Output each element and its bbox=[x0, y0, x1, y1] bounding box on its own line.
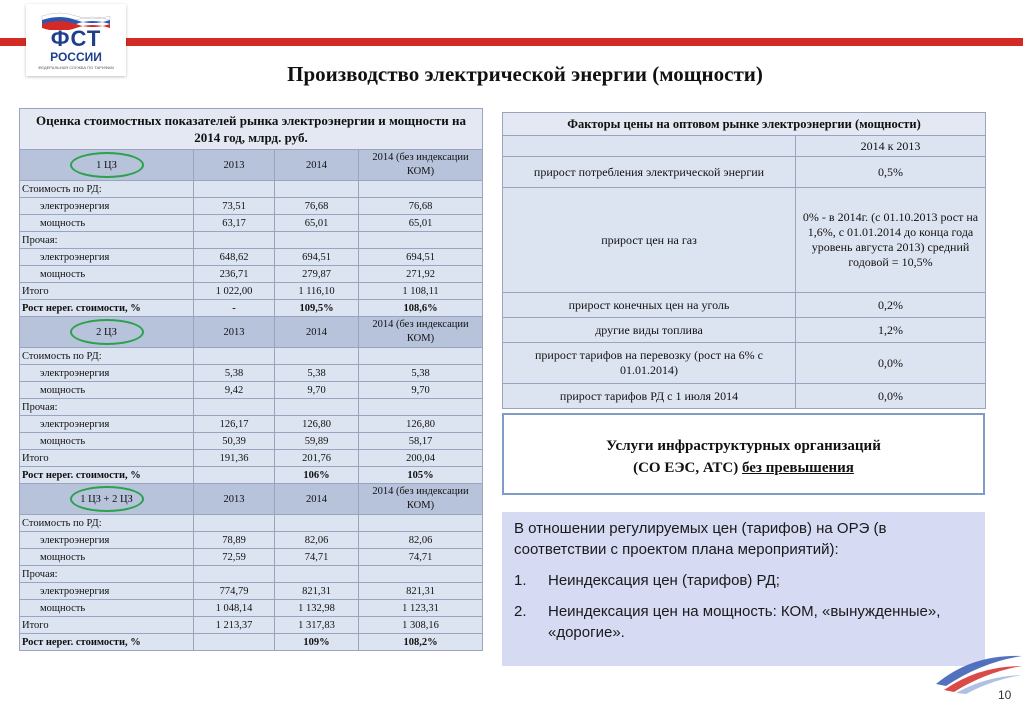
note-item-number: 2. bbox=[514, 603, 527, 620]
row-label: электроэнергия bbox=[20, 583, 194, 600]
empty-cell bbox=[359, 515, 483, 532]
value-2013: 1 022,00 bbox=[194, 283, 275, 300]
factor-name: прирост конечных цен на уголь bbox=[503, 293, 796, 318]
price-factors-title: Факторы цены на оптовом рынке электроэнергии (мощности) bbox=[503, 113, 986, 136]
empty-cell bbox=[194, 566, 275, 583]
factor-name: прирост цен на газ bbox=[503, 188, 796, 293]
empty-cell bbox=[359, 181, 483, 198]
note-list bbox=[514, 570, 973, 643]
highlight-oval bbox=[70, 486, 144, 512]
table-row bbox=[20, 549, 483, 566]
highlight-oval bbox=[70, 319, 144, 345]
value-2013: 1 213,37 bbox=[194, 617, 275, 634]
column-header-2014: 2014 bbox=[275, 317, 359, 348]
table-row bbox=[20, 416, 483, 433]
factor-value: 0,0% bbox=[796, 343, 986, 384]
value-2014: 201,76 bbox=[275, 450, 359, 467]
column-header-2014-no-indexation: 2014 (без индексации КОМ) bbox=[359, 150, 483, 181]
note-item-text: Неиндексация цен (тарифов) РД; bbox=[548, 572, 780, 589]
factor-value: 0,5% bbox=[796, 157, 986, 188]
table-row bbox=[20, 249, 483, 266]
row-label: Итого bbox=[20, 617, 194, 634]
table-row bbox=[20, 215, 483, 232]
value-2014: 1 132,98 bbox=[275, 600, 359, 617]
table-row bbox=[20, 600, 483, 617]
swoosh-decoration-icon bbox=[932, 644, 1023, 694]
table-row bbox=[20, 617, 483, 634]
infra-line2-underlined: без превышения bbox=[741, 460, 854, 476]
value-2014-no-indexation: 82,06 bbox=[359, 532, 483, 549]
table-row bbox=[20, 634, 483, 651]
value-2014-no-indexation: 1 108,11 bbox=[359, 283, 483, 300]
value-2014: 109% bbox=[275, 634, 359, 651]
table-row bbox=[20, 433, 483, 450]
empty-cell bbox=[194, 232, 275, 249]
price-zone-text: 1 ЦЗ bbox=[96, 159, 117, 171]
value-2013: 73,51 bbox=[194, 198, 275, 215]
value-2014: 65,01 bbox=[275, 215, 359, 232]
row-label: Итого bbox=[20, 450, 194, 467]
infra-line2 bbox=[504, 457, 983, 479]
page-title: Производство электрической энергии (мощности) bbox=[287, 62, 763, 86]
empty-cell bbox=[275, 348, 359, 365]
column-header-2014: 2014 bbox=[275, 150, 359, 181]
value-2013: 72,59 bbox=[194, 549, 275, 566]
group-label-row bbox=[20, 348, 483, 365]
price-zone-text: 1 ЦЗ + 2 ЦЗ bbox=[80, 493, 133, 505]
value-2014: 106% bbox=[275, 467, 359, 484]
group-label: Стоимость по РД: bbox=[20, 515, 194, 532]
factor-row bbox=[503, 384, 986, 409]
row-label: мощность bbox=[20, 549, 194, 566]
column-header-2013: 2013 bbox=[194, 317, 275, 348]
group-label-row bbox=[20, 399, 483, 416]
value-2014-no-indexation: 105% bbox=[359, 467, 483, 484]
factor-row bbox=[503, 157, 986, 188]
factor-row bbox=[503, 188, 986, 293]
group-label-row bbox=[20, 515, 483, 532]
value-2013: 78,89 bbox=[194, 532, 275, 549]
table-row bbox=[20, 283, 483, 300]
value-2013: 191,36 bbox=[194, 450, 275, 467]
value-2014: 9,70 bbox=[275, 382, 359, 399]
value-2014-no-indexation: 108,2% bbox=[359, 634, 483, 651]
value-2013: - bbox=[194, 300, 275, 317]
price-factors-header-blank bbox=[503, 136, 796, 157]
value-2014-no-indexation: 694,51 bbox=[359, 249, 483, 266]
value-2013: 63,17 bbox=[194, 215, 275, 232]
value-2014-no-indexation: 65,01 bbox=[359, 215, 483, 232]
row-label: электроэнергия bbox=[20, 249, 194, 266]
empty-cell bbox=[359, 348, 483, 365]
group-label: Прочая: bbox=[20, 232, 194, 249]
table-row bbox=[20, 300, 483, 317]
factor-name: прирост потребления электрической энергии bbox=[503, 157, 796, 188]
factor-name: прирост тарифов РД с 1 июля 2014 bbox=[503, 384, 796, 409]
column-header-2013: 2013 bbox=[194, 150, 275, 181]
note-item bbox=[514, 601, 973, 643]
value-2014: 1 317,83 bbox=[275, 617, 359, 634]
table-row bbox=[20, 365, 483, 382]
value-2014: 59,89 bbox=[275, 433, 359, 450]
factor-name: прирост тарифов на перевозку (рост на 6% с 01.01.2014) bbox=[503, 343, 796, 384]
empty-cell bbox=[194, 181, 275, 198]
value-2014-no-indexation: 9,70 bbox=[359, 382, 483, 399]
table-row bbox=[20, 198, 483, 215]
value-2014-no-indexation: 1 308,16 bbox=[359, 617, 483, 634]
section-header-row bbox=[20, 150, 483, 181]
value-2013 bbox=[194, 467, 275, 484]
factor-name: другие виды топлива bbox=[503, 318, 796, 343]
value-2014: 279,87 bbox=[275, 266, 359, 283]
row-label: электроэнергия bbox=[20, 416, 194, 433]
value-2014-no-indexation: 5,38 bbox=[359, 365, 483, 382]
price-factors-table bbox=[502, 112, 986, 409]
empty-cell bbox=[359, 232, 483, 249]
infrastructure-services-box bbox=[502, 413, 985, 495]
value-2014-no-indexation: 271,92 bbox=[359, 266, 483, 283]
empty-cell bbox=[359, 566, 483, 583]
value-2014-no-indexation: 821,31 bbox=[359, 583, 483, 600]
table-row bbox=[20, 532, 483, 549]
highlight-oval bbox=[70, 152, 144, 178]
value-2014: 126,80 bbox=[275, 416, 359, 433]
column-header-2014-no-indexation: 2014 (без индексации КОМ) bbox=[359, 317, 483, 348]
price-zone-text: 2 ЦЗ bbox=[96, 326, 117, 338]
column-header-2013: 2013 bbox=[194, 484, 275, 515]
empty-cell bbox=[359, 399, 483, 416]
column-header-2014-no-indexation: 2014 (без индексации КОМ) bbox=[359, 484, 483, 515]
factor-row bbox=[503, 343, 986, 384]
group-label-row bbox=[20, 232, 483, 249]
logo-sub-text: РОССИИ bbox=[50, 50, 102, 64]
factor-value: 1,2% bbox=[796, 318, 986, 343]
logo-tiny-text: ФЕДЕРАЛЬНАЯ СЛУЖБА ПО ТАРИФАМ bbox=[38, 65, 114, 70]
row-label: Рост нерег. стоимости, % bbox=[20, 467, 194, 484]
group-label: Прочая: bbox=[20, 399, 194, 416]
factor-row bbox=[503, 293, 986, 318]
factor-row bbox=[503, 318, 986, 343]
value-2013: 236,71 bbox=[194, 266, 275, 283]
row-label: мощность bbox=[20, 433, 194, 450]
value-2013: 50,39 bbox=[194, 433, 275, 450]
price-zone-label bbox=[20, 484, 194, 515]
table-row bbox=[20, 583, 483, 600]
note-item-text: Неиндексация цен на мощность: КОМ, «вынужденные», «дорогие». bbox=[548, 603, 941, 641]
note-item-number: 1. bbox=[514, 572, 527, 589]
section-header-row bbox=[20, 317, 483, 348]
price-zone-label bbox=[20, 317, 194, 348]
fst-logo bbox=[26, 4, 126, 76]
value-2014-no-indexation: 76,68 bbox=[359, 198, 483, 215]
empty-cell bbox=[275, 566, 359, 583]
group-label: Прочая: bbox=[20, 566, 194, 583]
value-2014-no-indexation: 58,17 bbox=[359, 433, 483, 450]
value-2014: 74,71 bbox=[275, 549, 359, 566]
row-label: мощность bbox=[20, 215, 194, 232]
table-row bbox=[20, 467, 483, 484]
column-header-2014: 2014 bbox=[275, 484, 359, 515]
value-2014: 1 116,10 bbox=[275, 283, 359, 300]
value-2014-no-indexation: 126,80 bbox=[359, 416, 483, 433]
value-2014-no-indexation: 108,6% bbox=[359, 300, 483, 317]
note-item bbox=[514, 570, 973, 591]
value-2013: 774,79 bbox=[194, 583, 275, 600]
value-2013: 5,38 bbox=[194, 365, 275, 382]
empty-cell bbox=[194, 348, 275, 365]
price-zone-label bbox=[20, 150, 194, 181]
value-2014: 694,51 bbox=[275, 249, 359, 266]
group-label: Стоимость по РД: bbox=[20, 181, 194, 198]
value-2014: 82,06 bbox=[275, 532, 359, 549]
row-label: мощность bbox=[20, 382, 194, 399]
row-label: электроэнергия bbox=[20, 532, 194, 549]
row-label: мощность bbox=[20, 266, 194, 283]
price-factors-col-header: 2014 к 2013 bbox=[796, 136, 986, 157]
value-2014: 821,31 bbox=[275, 583, 359, 600]
value-2013: 126,17 bbox=[194, 416, 275, 433]
regulated-prices-note bbox=[502, 512, 985, 666]
table-row bbox=[20, 450, 483, 467]
empty-cell bbox=[275, 181, 359, 198]
market-cost-table-title: Оценка стоимостных показателей рынка электроэнергии и мощности на 2014 год, млрд. руб. bbox=[20, 109, 483, 150]
note-intro: В отношении регулируемых цен (тарифов) на ОРЭ (в соответствии с проектом плана мероприятий): bbox=[514, 520, 887, 558]
value-2014: 76,68 bbox=[275, 198, 359, 215]
value-2014: 109,5% bbox=[275, 300, 359, 317]
empty-cell bbox=[194, 399, 275, 416]
value-2014-no-indexation: 74,71 bbox=[359, 549, 483, 566]
row-label: Рост нерег. стоимости, % bbox=[20, 634, 194, 651]
header-red-bar bbox=[0, 38, 1023, 46]
table-row bbox=[20, 382, 483, 399]
group-label-row bbox=[20, 181, 483, 198]
factor-value: 0,0% bbox=[796, 384, 986, 409]
empty-cell bbox=[194, 515, 275, 532]
value-2013 bbox=[194, 634, 275, 651]
market-cost-table bbox=[19, 108, 483, 651]
table-row bbox=[20, 266, 483, 283]
group-label-row bbox=[20, 566, 483, 583]
factor-value: 0,2% bbox=[796, 293, 986, 318]
value-2013: 9,42 bbox=[194, 382, 275, 399]
value-2014-no-indexation: 200,04 bbox=[359, 450, 483, 467]
row-label: электроэнергия bbox=[20, 198, 194, 215]
logo-main-text: ФСТ bbox=[50, 26, 102, 51]
section-header-row bbox=[20, 484, 483, 515]
empty-cell bbox=[275, 515, 359, 532]
empty-cell bbox=[275, 232, 359, 249]
row-label: Итого bbox=[20, 283, 194, 300]
empty-cell bbox=[275, 399, 359, 416]
value-2014-no-indexation: 1 123,31 bbox=[359, 600, 483, 617]
factor-value: 0% - в 2014г. (с 01.10.2013 рост на 1,6%, с 01.01.2014 до конца года уровень августа 2013) средний годовой = 10,5% bbox=[796, 188, 986, 293]
page-number: 10 bbox=[998, 688, 1012, 702]
group-label: Стоимость по РД: bbox=[20, 348, 194, 365]
row-label: электроэнергия bbox=[20, 365, 194, 382]
row-label: Рост нерег. стоимости, % bbox=[20, 300, 194, 317]
value-2013: 1 048,14 bbox=[194, 600, 275, 617]
infra-line2-prefix: (СО ЕЭС, АТС) bbox=[633, 460, 739, 476]
value-2014: 5,38 bbox=[275, 365, 359, 382]
value-2013: 648,62 bbox=[194, 249, 275, 266]
row-label: мощность bbox=[20, 600, 194, 617]
infra-line1: Услуги инфраструктурных организаций bbox=[606, 438, 881, 454]
